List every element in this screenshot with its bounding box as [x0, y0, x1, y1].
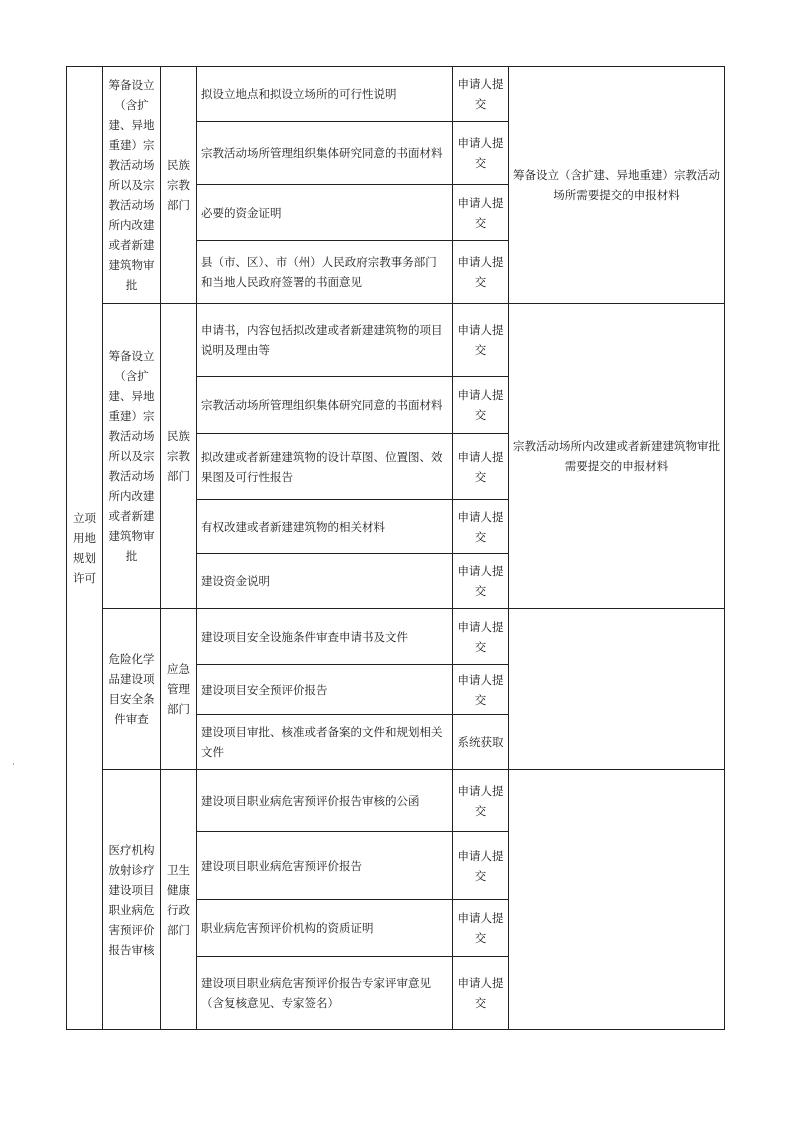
source-cell: 申请人提交: [453, 500, 509, 554]
source-cell: 申请人提交: [453, 957, 509, 1030]
material-cell: 宗教活动场所管理组织集体研究同意的书面材料: [197, 377, 453, 434]
material-cell: 宗教活动场所管理组织集体研究同意的书面材料: [197, 122, 453, 185]
source-cell: 申请人提交: [453, 554, 509, 609]
source-cell: 申请人提交: [453, 900, 509, 957]
department-cell: 应急管理部门: [161, 609, 197, 770]
department-cell: 卫生健康行政部门: [161, 770, 197, 1030]
note-cell: 筹备设立（含扩建、异地重建）宗教活动场所需要提交的申报材料: [509, 67, 725, 304]
source-cell: 申请人提交: [453, 609, 509, 665]
table-row: [67, 770, 725, 832]
source-cell: 申请人提交: [453, 434, 509, 500]
margin-mark: ·: [12, 760, 15, 770]
source-cell: 申请人提交: [453, 665, 509, 715]
material-cell: 建设项目审批、核准或者备案的文件和规划相关文件: [197, 715, 453, 770]
source-cell: 申请人提交: [453, 770, 509, 832]
source-cell: 申请人提交: [453, 377, 509, 434]
material-cell: 有权改建或者新建建筑物的相关材料: [197, 500, 453, 554]
table-row: [67, 609, 725, 665]
note-cell: [509, 609, 725, 770]
material-cell: 建设项目职业病危害预评价报告专家评审意见（含复核意见、专家签名）: [197, 957, 453, 1030]
material-cell: 职业病危害预评价机构的资质证明: [197, 900, 453, 957]
material-cell: 建设资金说明: [197, 554, 453, 609]
item-name-cell: 医疗机构放射诊疗建设项目职业病危害预评价报告审核: [103, 770, 161, 1030]
material-cell: 建设项目职业病危害预评价报告审核的公函: [197, 770, 453, 832]
source-cell: 申请人提交: [453, 304, 509, 377]
item-name-cell: 危险化学品建设项目安全条件审查: [103, 609, 161, 770]
material-cell: 建设项目安全设施条件审查申请书及文件: [197, 609, 453, 665]
source-cell: 申请人提交: [453, 67, 509, 122]
source-cell: 申请人提交: [453, 122, 509, 185]
note-cell: [509, 770, 725, 1030]
item-name-cell: 筹备设立（含扩建、异地重建）宗教活动场所以及宗教活动场所内改建或者新建建筑物审批: [103, 304, 161, 609]
material-cell: 县（市、区）、市（州）人民政府宗教事务部门和当地人民政府签署的书面意见: [197, 241, 453, 304]
material-cell: 建设项目职业病危害预评价报告: [197, 832, 453, 900]
source-cell: 申请人提交: [453, 832, 509, 900]
note-cell: 宗教活动场所内改建或者新建建筑物审批需要提交的申报材料: [509, 304, 725, 609]
material-cell: 申请书，内容包括拟改建或者新建建筑物的项目说明及理由等: [197, 304, 453, 377]
table-row: [67, 304, 725, 377]
source-cell: 申请人提交: [453, 185, 509, 241]
table-row: [67, 67, 725, 122]
source-cell: 系统获取: [453, 715, 509, 770]
material-cell: 建设项目安全预评价报告: [197, 665, 453, 715]
department-cell: 民族宗教部门: [161, 304, 197, 609]
material-cell: 拟改建或者新建建筑物的设计草图、位置图、效果图及可行性报告: [197, 434, 453, 500]
material-cell: 必要的资金证明: [197, 185, 453, 241]
department-cell: 民族宗教部门: [161, 67, 197, 304]
materials-table: [66, 66, 725, 1030]
category-cell: 立项用地规划许可: [67, 67, 103, 1030]
material-cell: 拟设立地点和拟设立场所的可行性说明: [197, 67, 453, 122]
source-cell: 申请人提交: [453, 241, 509, 304]
item-name-cell: 筹备设立（含扩建、异地重建）宗教活动场所以及宗教活动场所内改建或者新建建筑物审批: [103, 67, 161, 304]
